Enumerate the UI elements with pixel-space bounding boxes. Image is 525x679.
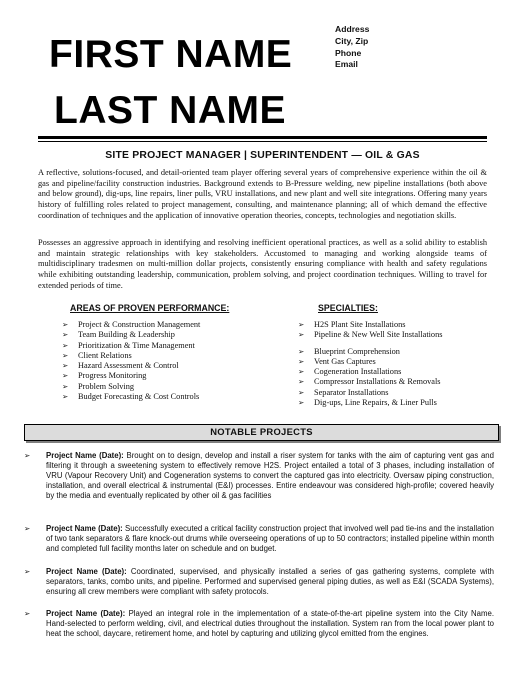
project-description: Played an integral role in the implementation of a state-of-the-art pipeline system into the City Name. Hand-selected to perform welding, civil, and electrical duties throughout the installation. System ran from the local power plant to heat the school, daycare, retirement home, and hotel by capturing and utilizing glycol emitted from the engines. [46,609,494,639]
contact-email: Email [335,59,358,70]
performance-list [62,320,200,402]
arrow-bullet-icon: ➢ [298,398,305,408]
arrow-bullet-icon: ➢ [62,361,69,371]
list-item: ➢ Vent Gas Captures [298,356,376,366]
arrow-bullet-icon: ➢ [298,377,305,387]
arrow-bullet-icon: ➢ [24,567,31,576]
project-label: Project Name (Date): [46,524,123,533]
arrow-bullet-icon: ➢ [24,609,31,618]
list-item: ➢ Prioritization & Time Management [62,340,195,350]
list-item: ➢ Compressor Installations & Removals [298,377,441,387]
arrow-bullet-icon: ➢ [62,320,69,329]
list-item: ➢ Pipeline & New Well Site Installations [298,330,443,340]
list-item: ➢ Client Relations [62,350,132,360]
list-item: ➢ H2S Plant Site Installations [298,320,406,329]
summary-paragraph-2: Possesses an aggressive approach in identifying and resolving inefficient operational practices, as well as a solid ability to establish and maintain strategic relationships with key stakeholders. Accustomed to managing and working alongside teams of multidisciplinary tradesmen on multi-million dollar projects, consistently ensuring compliance with health and safety regulations while exhibiting outstanding leadership, communication, problem solving, and project coordination techniques. Willing to travel for extended periods of time. [38,238,487,290]
list-item: ➢ Hazard Assessment & Control [62,361,179,371]
arrow-bullet-icon: ➢ [62,330,69,340]
specialties-heading: SPECIALTIES: [318,303,378,313]
project-entry [24,567,494,597]
arrow-bullet-icon: ➢ [24,524,31,533]
arrow-bullet-icon: ➢ [298,330,305,340]
arrow-bullet-icon: ➢ [62,381,69,391]
project-label: Project Name (Date): [46,451,124,460]
job-title: SITE PROJECT MANAGER | SUPERINTENDENT — OIL & GAS [105,150,420,161]
list-item: ➢ Budget Forecasting & Cost Controls [62,392,200,402]
contact-info [335,24,369,71]
project-description: Coordinated, supervised, and physically installed a series of gas gathering systems, complete with separators, tanks, combo units, and pipeline. Performed and supervised general piping duties, as well as E&I (SCADA Systems), ensuring all crew members were compliant with safety protocols. [46,567,494,597]
contact-city-zip: City, Zip [335,35,369,46]
list-item: ➢ Dig-ups, Line Repairs, & Liner Pulls [298,398,437,408]
project-entry [24,609,494,639]
specialties-list [298,320,442,408]
notable-projects-heading: NOTABLE PROJECTS [24,424,499,441]
header-rule-thick [38,136,487,139]
list-item: ➢ Separator Installations [298,387,389,397]
arrow-bullet-icon: ➢ [62,392,69,402]
contact-phone: Phone [335,47,362,58]
project-entry [24,451,494,501]
project-description: Successfully executed a critical facility construction project that involved well pad tie-ins and the installation of two tank separators & flare knock-out drums while overseeing operations of up to 50 contractors; installed pipeline within month and completed full facility months later on schedule and on budget. [46,524,494,554]
arrow-bullet-icon: ➢ [298,367,305,377]
arrow-bullet-icon: ➢ [298,387,305,397]
list-item: ➢ Blueprint Comprehension [298,346,400,356]
arrow-bullet-icon: ➢ [24,451,31,460]
last-name: LAST NAME [54,89,286,132]
arrow-bullet-icon: ➢ [62,350,69,360]
arrow-bullet-icon: ➢ [62,340,69,350]
arrow-bullet-icon: ➢ [298,320,305,329]
list-item: ➢ Progress Monitoring [62,371,147,381]
list-item: ➢ Problem Solving [62,381,135,391]
list-item: ➢ Project & Construction Management [62,320,201,329]
list-item: ➢ Cogeneration Installations [298,367,402,377]
project-entry [24,524,494,554]
summary-paragraph-1: A reflective, solutions-focused, and detail-oriented team player offering several years of comprehensive experience within the oil & gas and pipeline/facility construction industries. Background extends to B-Pressure welding, new pipeline installations (both above and below ground), dig-ups, line repairs, liner pulls, VRU installations, and new plant and well site integrations. Offering many years history of fulfilling roles related to project management, consulting, and maintenance planning; all of which demand the effective coordination of techniques and the application of innovative operation theories, concepts, technologies and negotiation skills. [38,168,487,220]
arrow-bullet-icon: ➢ [298,346,305,356]
header-rule-thin [38,141,487,142]
first-name: FIRST NAME [49,33,293,76]
performance-heading: AREAS OF PROVEN PERFORMANCE: [70,303,230,313]
list-item: ➢ Team Building & Leadership [62,330,175,340]
arrow-bullet-icon: ➢ [298,356,305,366]
project-label: Project Name (Date): [46,567,127,576]
arrow-bullet-icon: ➢ [62,371,69,381]
contact-address: Address [335,24,370,34]
project-label: Project Name (Date): [46,609,126,618]
project-description: Brought on to design, develop and install a riser system for tanks with the aim of capturing vent gas and filtering it through a sweetening system to effectively remove H2S. Project entailed a total of 3 phases, including installation of VRU (Vapour Recovery Unit) and Cogeneration systems to convert the captured gas into electricity. Oversaw piping construction, installation, and overall electrical & instrumental (E&I) processes. Entire endeavour was considered high-profile; covered heavily by the media and eventually replicated by other oil & gas facilities [46,451,494,501]
